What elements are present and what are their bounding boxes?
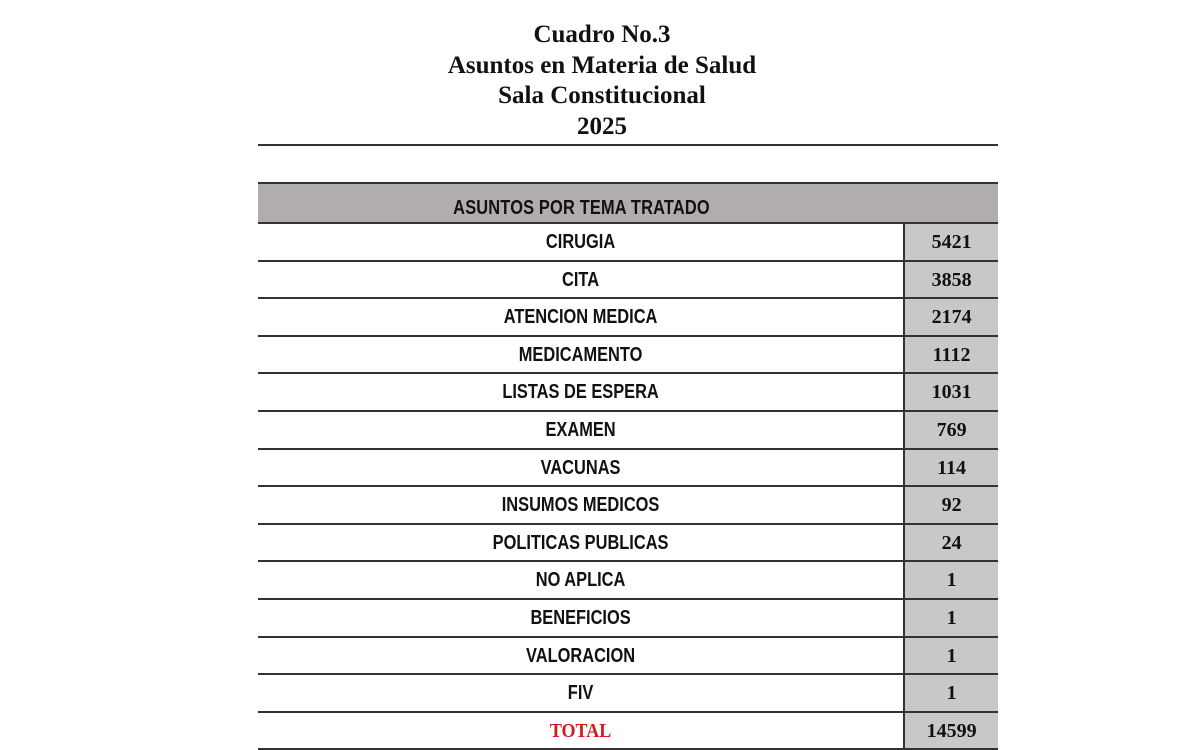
title-line-year: 2025 xyxy=(577,112,627,140)
table-header-label: ASUNTOS POR TEMA TRATADO xyxy=(453,197,710,219)
table-row xyxy=(258,600,998,638)
row-label: EXAMEN xyxy=(545,418,616,441)
row-value: 5421 xyxy=(903,224,998,260)
row-value: 92 xyxy=(903,487,998,523)
table-header xyxy=(258,182,998,224)
row-label: INSUMOS MEDICOS xyxy=(501,494,660,517)
row-value: 24 xyxy=(903,525,998,561)
table-row xyxy=(258,487,998,525)
table-row xyxy=(258,299,998,337)
table-row xyxy=(258,675,998,713)
table-row xyxy=(258,412,998,450)
table-row xyxy=(258,525,998,563)
table-row xyxy=(258,262,998,300)
row-label: CITA xyxy=(562,268,600,291)
total-label: TOTAL xyxy=(549,719,612,742)
table-row xyxy=(258,374,998,412)
row-value: 1 xyxy=(903,675,998,711)
row-value: 2174 xyxy=(903,299,998,335)
row-label: LISTAS DE ESPERA xyxy=(502,381,659,404)
row-label: VALORACION xyxy=(526,644,636,667)
row-label: POLITICAS PUBLICAS xyxy=(492,531,669,554)
row-value: 1112 xyxy=(903,337,998,373)
table-row xyxy=(258,562,998,600)
row-label: NO APLICA xyxy=(535,569,626,592)
row-value: 1 xyxy=(903,562,998,598)
row-value: 1 xyxy=(903,600,998,636)
document-title xyxy=(0,20,1200,142)
table-row xyxy=(258,337,998,375)
row-value: 114 xyxy=(903,450,998,486)
row-label: CIRUGIA xyxy=(545,231,616,253)
row-label: BENEFICIOS xyxy=(530,606,631,629)
total-row xyxy=(258,713,998,750)
row-value: 1031 xyxy=(903,374,998,410)
row-value: 3858 xyxy=(903,262,998,298)
table-row xyxy=(258,638,998,676)
title-line-table-number: Cuadro No.3 xyxy=(533,21,671,48)
total-value: 14599 xyxy=(903,713,998,749)
title-line-subject: Asuntos en Materia de Salud xyxy=(447,51,757,79)
title-divider xyxy=(258,144,998,146)
row-label: MEDICAMENTO xyxy=(518,343,643,366)
table-row xyxy=(258,224,998,262)
row-label: VACUNAS xyxy=(540,456,621,479)
row-value: 1 xyxy=(903,638,998,674)
table-row xyxy=(258,450,998,488)
row-label: FIV xyxy=(567,682,594,705)
row-value: 769 xyxy=(903,412,998,448)
topics-table xyxy=(258,182,998,750)
row-label: ATENCION MEDICA xyxy=(503,306,658,329)
title-line-court: Sala Constitucional xyxy=(498,82,706,109)
